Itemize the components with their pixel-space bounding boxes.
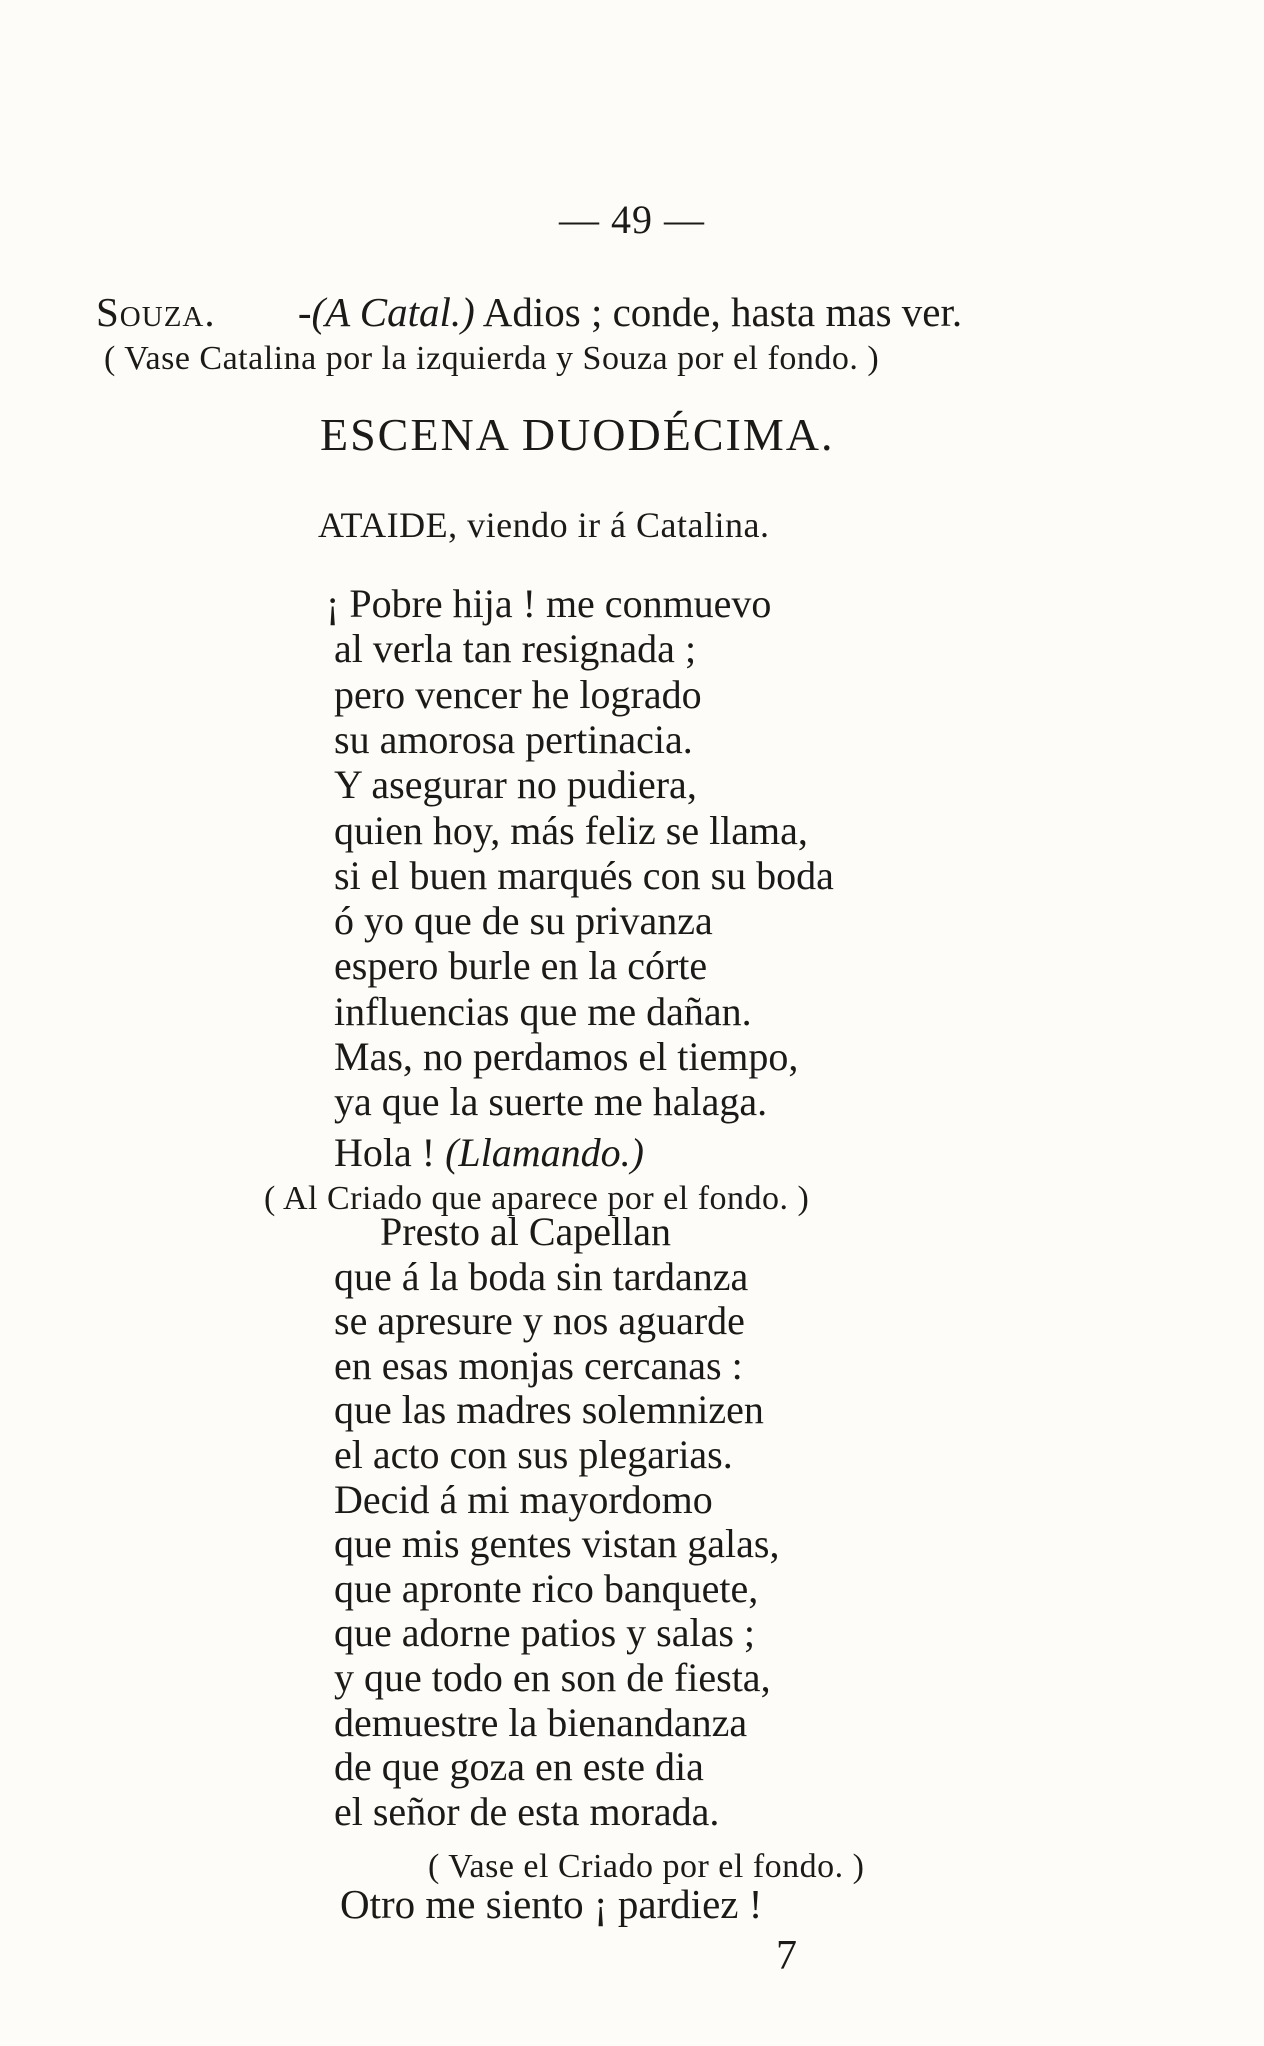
verse-line: Presto al Capellan xyxy=(380,1209,672,1254)
verse-line: y que todo en son de fiesta, xyxy=(334,1655,771,1700)
hola-line xyxy=(334,1130,644,1175)
verse-line: que á la boda sin tardanza xyxy=(334,1253,749,1299)
verse-line: Mas, no perdamos el tiempo, xyxy=(334,1034,799,1079)
verse-line: ¡ Pobre hija ! me conmuevo xyxy=(326,581,772,626)
verse-line: quien hoy, más feliz se llama, xyxy=(334,807,808,853)
verse-line: que apronte rico banquete, xyxy=(334,1565,759,1611)
verse-line: demuestre la bienandanza xyxy=(334,1699,748,1745)
verse-line: ó yo que de su privanza xyxy=(334,898,713,944)
verse-line: que adorne patios y salas ; xyxy=(334,1610,755,1656)
verse-line: el señor de esta morada. xyxy=(334,1788,720,1834)
last-verse: Otro me siento ¡ pardiez ! xyxy=(340,1881,763,1927)
speech-line xyxy=(96,288,1176,336)
verse-line: Y asegurar no pudiera, xyxy=(334,762,697,808)
verse-line: pero vencer he logrado xyxy=(334,671,702,717)
signature-mark: 7 xyxy=(776,1933,797,1979)
verse-line: que mis gentes vistan galas, xyxy=(334,1521,780,1567)
verse-line: influencias que me dañan. xyxy=(334,988,752,1034)
scene-title: ESCENA DUODÉCIMA. xyxy=(320,409,835,460)
hola-text: Hola ! xyxy=(334,1130,436,1175)
verse-line: al verla tan resignada ; xyxy=(334,626,697,672)
character-heading: ATAIDE, viendo ir á Catalina. xyxy=(318,505,770,545)
verse-line: Decid á mi mayordomo xyxy=(334,1476,713,1522)
verse-line: en esas monjas cercanas : xyxy=(334,1342,743,1388)
stage-direction-exit: ( Vase Catalina por la izquierda y Souza por el fondo. ) xyxy=(104,340,880,377)
verse-line: si el buen marqués con su boda xyxy=(334,852,834,898)
stage-direction-vase-criado: ( Vase el Criado por el fondo. ) xyxy=(428,1848,865,1885)
stage-direction-criado: ( Al Criado que aparece por el fondo. ) xyxy=(264,1180,810,1217)
speech-text: Adios ; conde, hasta mas ver. xyxy=(482,289,963,335)
verse-line: su amorosa pertinacia. xyxy=(334,716,693,762)
hola-direction: (Llamando.) xyxy=(445,1130,644,1175)
verse-line: espero burle en la córte xyxy=(334,943,708,989)
verse-line: ya que la suerte me halaga. xyxy=(334,1079,768,1125)
speech-direction: -(A Catal.) xyxy=(297,289,475,335)
verse-line: el acto con sus plegarias. xyxy=(334,1432,733,1477)
verse-line: de que goza en este dia xyxy=(334,1744,704,1790)
page-number: — 49 — xyxy=(559,197,705,242)
verse-line: se apresure y nos aguarde xyxy=(334,1298,745,1344)
speaker-name: Souza. xyxy=(96,289,216,335)
verse-line: que las madres solemnizen xyxy=(334,1387,764,1433)
